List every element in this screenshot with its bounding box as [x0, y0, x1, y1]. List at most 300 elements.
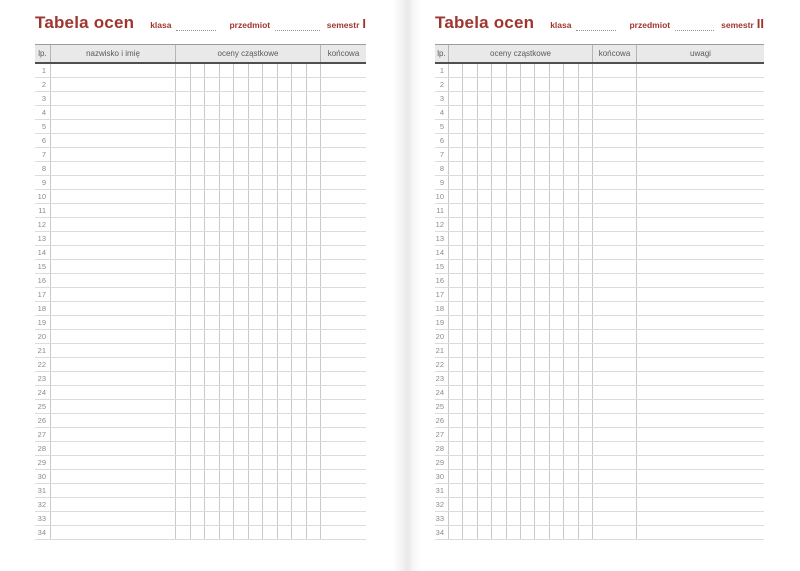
- grade-cell: [550, 176, 564, 189]
- grade-cell: [249, 456, 264, 469]
- grade-cell: [191, 316, 206, 329]
- grades-group: [449, 176, 593, 189]
- grade-cell: [263, 78, 278, 91]
- grade-cell: [492, 512, 506, 525]
- grades-group: [176, 456, 321, 469]
- grade-cell: [579, 246, 593, 259]
- name-cell: [51, 190, 176, 203]
- grade-cell: [292, 260, 307, 273]
- grade-cell: [449, 512, 463, 525]
- grade-cell: [564, 442, 578, 455]
- table-row: [435, 414, 764, 428]
- final-cell: [321, 456, 366, 469]
- row-number: 4: [435, 106, 449, 119]
- grades-group: [449, 400, 593, 413]
- grade-cell: [478, 288, 492, 301]
- grade-cell: [205, 344, 220, 357]
- grade-cell: [449, 190, 463, 203]
- row-number: 25: [435, 400, 449, 413]
- grade-cell: [278, 162, 293, 175]
- row-number: 9: [35, 176, 51, 189]
- grade-cell: [463, 470, 477, 483]
- grade-cell: [564, 162, 578, 175]
- grade-cell: [492, 204, 506, 217]
- grade-cell: [521, 512, 535, 525]
- grade-cell: [249, 484, 264, 497]
- grade-cell: [205, 176, 220, 189]
- grade-cell: [564, 512, 578, 525]
- grade-cell: [249, 274, 264, 287]
- final-cell: [593, 498, 637, 511]
- grades-group: [449, 316, 593, 329]
- grade-cell: [449, 232, 463, 245]
- grade-cell: [205, 148, 220, 161]
- grades-group: [176, 232, 321, 245]
- table-row: [35, 260, 366, 274]
- grade-cell: [205, 428, 220, 441]
- grades-group: [176, 246, 321, 259]
- row-number: 6: [35, 134, 51, 147]
- grade-cell: [191, 288, 206, 301]
- grade-cell: [292, 512, 307, 525]
- grade-cell: [307, 134, 322, 147]
- grade-cell: [449, 92, 463, 105]
- przedmiot-dotted-line: [275, 30, 320, 31]
- grade-cell: [205, 274, 220, 287]
- grade-cell: [176, 470, 191, 483]
- grade-cell: [535, 78, 549, 91]
- grade-cell: [191, 400, 206, 413]
- grade-cell: [220, 92, 235, 105]
- grade-cell: [535, 232, 549, 245]
- table-header-row: [435, 44, 764, 64]
- grade-cell: [234, 162, 249, 175]
- grade-cell: [220, 512, 235, 525]
- grade-cell: [521, 78, 535, 91]
- grade-cell: [579, 330, 593, 343]
- grade-cell: [278, 148, 293, 161]
- grade-cell: [550, 78, 564, 91]
- grade-cell: [278, 232, 293, 245]
- grades-group: [449, 372, 593, 385]
- grade-cell: [176, 274, 191, 287]
- table-row: [35, 344, 366, 358]
- grade-cell: [176, 414, 191, 427]
- grade-cell: [463, 204, 477, 217]
- table-row: [35, 302, 366, 316]
- grade-cell: [176, 204, 191, 217]
- name-cell: [51, 344, 176, 357]
- grade-cell: [492, 456, 506, 469]
- row-number: 32: [435, 498, 449, 511]
- table-row: [35, 274, 366, 288]
- grade-cell: [307, 512, 322, 525]
- grade-cell: [550, 512, 564, 525]
- grade-cell: [579, 456, 593, 469]
- grade-cell: [579, 428, 593, 441]
- grade-cell: [478, 358, 492, 371]
- grade-cell: [307, 372, 322, 385]
- grade-cell: [507, 190, 521, 203]
- grade-cell: [478, 120, 492, 133]
- grade-cell: [205, 92, 220, 105]
- grade-cell: [535, 316, 549, 329]
- grade-cell: [463, 316, 477, 329]
- grades-group: [449, 288, 593, 301]
- grades-group: [176, 358, 321, 371]
- grade-cell: [220, 372, 235, 385]
- grades-group: [449, 190, 593, 203]
- grade-cell: [263, 162, 278, 175]
- grade-cell: [535, 470, 549, 483]
- name-cell: [51, 400, 176, 413]
- uwagi-cell: [637, 162, 764, 175]
- grade-cell: [463, 358, 477, 371]
- grades-group: [176, 162, 321, 175]
- grade-cell: [205, 302, 220, 315]
- row-number: 18: [435, 302, 449, 315]
- table-row: [35, 288, 366, 302]
- grades-group: [176, 260, 321, 273]
- grade-cell: [249, 218, 264, 231]
- grade-cell: [492, 470, 506, 483]
- grade-cell: [478, 428, 492, 441]
- grade-cell: [205, 190, 220, 203]
- grade-cell: [191, 134, 206, 147]
- table-row: [35, 414, 366, 428]
- grade-cell: [176, 246, 191, 259]
- grade-cell: [234, 330, 249, 343]
- grade-cell: [176, 78, 191, 91]
- grade-cell: [307, 148, 322, 161]
- grade-cell: [234, 442, 249, 455]
- grade-cell: [478, 498, 492, 511]
- grade-cell: [579, 78, 593, 91]
- row-number: 30: [35, 470, 51, 483]
- grade-cell: [278, 470, 293, 483]
- table-body: [435, 64, 764, 540]
- grade-cell: [292, 442, 307, 455]
- grade-cell: [550, 428, 564, 441]
- row-number: 1: [435, 64, 449, 77]
- table-row: [35, 204, 366, 218]
- grade-cell: [220, 288, 235, 301]
- grade-cell: [507, 358, 521, 371]
- grade-cell: [478, 386, 492, 399]
- grade-cell: [492, 316, 506, 329]
- row-number: 25: [35, 400, 51, 413]
- grade-cell: [579, 288, 593, 301]
- grade-cell: [579, 470, 593, 483]
- grade-cell: [292, 372, 307, 385]
- grade-cell: [191, 498, 206, 511]
- grade-cell: [550, 190, 564, 203]
- uwagi-cell: [637, 344, 764, 357]
- grade-cell: [492, 176, 506, 189]
- table-row: [35, 512, 366, 526]
- grade-cell: [307, 358, 322, 371]
- column-header-final: końcowa: [327, 49, 360, 58]
- grade-cell: [492, 64, 506, 77]
- grade-cell: [220, 218, 235, 231]
- grade-cell: [449, 414, 463, 427]
- grade-cell: [535, 64, 549, 77]
- grade-cell: [234, 456, 249, 469]
- grade-cell: [278, 484, 293, 497]
- grade-cell: [449, 330, 463, 343]
- grade-cell: [292, 470, 307, 483]
- table-row: [435, 330, 764, 344]
- grade-cell: [564, 484, 578, 497]
- grade-cell: [492, 428, 506, 441]
- grade-cell: [507, 246, 521, 259]
- grade-cell: [292, 64, 307, 77]
- final-cell: [321, 316, 366, 329]
- grade-cell: [191, 526, 206, 539]
- grade-cell: [234, 498, 249, 511]
- name-cell: [51, 512, 176, 525]
- grade-cell: [463, 64, 477, 77]
- grade-cell: [564, 358, 578, 371]
- grade-cell: [278, 92, 293, 105]
- grade-cell: [307, 274, 322, 287]
- grade-cell: [449, 386, 463, 399]
- uwagi-cell: [637, 176, 764, 189]
- final-cell: [321, 442, 366, 455]
- final-cell: [593, 106, 637, 119]
- final-cell: [593, 512, 637, 525]
- grade-cell: [263, 64, 278, 77]
- final-cell: [321, 232, 366, 245]
- grade-cell: [191, 302, 206, 315]
- grade-cell: [449, 120, 463, 133]
- row-number: 10: [35, 190, 51, 203]
- table-row: [35, 232, 366, 246]
- grade-cell: [463, 344, 477, 357]
- grade-cell: [220, 330, 235, 343]
- semestr-label: semestr: [721, 20, 754, 30]
- grade-cell: [550, 218, 564, 231]
- grade-cell: [507, 386, 521, 399]
- grade-cell: [292, 358, 307, 371]
- grade-cell: [449, 484, 463, 497]
- grade-cell: [220, 414, 235, 427]
- grade-cell: [564, 414, 578, 427]
- grade-cell: [263, 92, 278, 105]
- grade-cell: [564, 92, 578, 105]
- grade-cell: [492, 246, 506, 259]
- grade-cell: [307, 106, 322, 119]
- grade-cell: [535, 512, 549, 525]
- grade-cell: [292, 316, 307, 329]
- uwagi-cell: [637, 512, 764, 525]
- grade-cell: [191, 64, 206, 77]
- grade-cell: [550, 400, 564, 413]
- row-number: 3: [35, 92, 51, 105]
- grade-cell: [463, 218, 477, 231]
- table-row: [435, 526, 764, 540]
- grade-cell: [234, 78, 249, 91]
- page-semester-1: [35, 13, 366, 540]
- grade-cell: [292, 428, 307, 441]
- row-number: 14: [435, 246, 449, 259]
- grade-cell: [521, 484, 535, 497]
- grade-cell: [263, 400, 278, 413]
- grade-cell: [278, 372, 293, 385]
- final-cell: [593, 218, 637, 231]
- grade-cell: [579, 512, 593, 525]
- grade-cell: [249, 358, 264, 371]
- grades-group: [449, 92, 593, 105]
- grade-cell: [191, 204, 206, 217]
- uwagi-cell: [637, 400, 764, 413]
- table-row: [435, 372, 764, 386]
- grade-cell: [191, 484, 206, 497]
- grade-cell: [492, 232, 506, 245]
- grade-cell: [249, 92, 264, 105]
- final-cell: [593, 400, 637, 413]
- table-row: [35, 386, 366, 400]
- grade-cell: [478, 442, 492, 455]
- final-cell: [593, 288, 637, 301]
- grade-cell: [263, 190, 278, 203]
- grade-cell: [507, 106, 521, 119]
- grade-cell: [176, 386, 191, 399]
- grade-cell: [478, 344, 492, 357]
- grade-cell: [307, 484, 322, 497]
- grade-cell: [579, 316, 593, 329]
- row-number: 18: [35, 302, 51, 315]
- grades-group: [449, 106, 593, 119]
- row-number: 13: [35, 232, 51, 245]
- grade-cell: [249, 428, 264, 441]
- grades-group: [176, 190, 321, 203]
- grade-cell: [521, 372, 535, 385]
- grade-cell: [507, 176, 521, 189]
- grade-cell: [205, 386, 220, 399]
- name-cell: [51, 218, 176, 231]
- grades-group: [176, 414, 321, 427]
- grade-cell: [176, 316, 191, 329]
- table-row: [435, 134, 764, 148]
- przedmiot-label: przedmiot: [629, 20, 671, 30]
- grade-cell: [535, 274, 549, 287]
- grade-cell: [564, 78, 578, 91]
- grade-cell: [234, 190, 249, 203]
- grade-cell: [307, 204, 322, 217]
- grade-cell: [463, 232, 477, 245]
- grade-cell: [176, 92, 191, 105]
- grade-cell: [249, 344, 264, 357]
- grade-cell: [463, 148, 477, 161]
- grade-cell: [220, 498, 235, 511]
- grade-cell: [191, 414, 206, 427]
- grade-cell: [307, 64, 322, 77]
- row-number: 15: [35, 260, 51, 273]
- grade-cell: [492, 386, 506, 399]
- grade-cell: [278, 274, 293, 287]
- grade-cell: [478, 484, 492, 497]
- uwagi-cell: [637, 456, 764, 469]
- table-row: [35, 106, 366, 120]
- grade-cell: [234, 176, 249, 189]
- name-cell: [51, 428, 176, 441]
- row-number: 27: [35, 428, 51, 441]
- grade-cell: [478, 106, 492, 119]
- final-cell: [321, 162, 366, 175]
- grade-cell: [278, 120, 293, 133]
- grades-group: [176, 134, 321, 147]
- grade-cell: [535, 400, 549, 413]
- table-row: [35, 120, 366, 134]
- grade-cell: [535, 134, 549, 147]
- grade-cell: [307, 526, 322, 539]
- grade-cell: [463, 92, 477, 105]
- grade-cell: [550, 372, 564, 385]
- uwagi-cell: [637, 78, 764, 91]
- grade-cell: [463, 386, 477, 399]
- grade-cell: [220, 456, 235, 469]
- grade-cell: [307, 414, 322, 427]
- grade-cell: [307, 428, 322, 441]
- final-cell: [321, 344, 366, 357]
- grade-cell: [449, 470, 463, 483]
- grade-cell: [263, 246, 278, 259]
- final-cell: [321, 78, 366, 91]
- grade-cell: [449, 162, 463, 175]
- uwagi-cell: [637, 260, 764, 273]
- name-cell: [51, 372, 176, 385]
- grade-cell: [263, 316, 278, 329]
- grade-cell: [292, 134, 307, 147]
- grade-cell: [292, 302, 307, 315]
- grade-cell: [463, 526, 477, 539]
- grade-cell: [449, 442, 463, 455]
- grade-cell: [550, 386, 564, 399]
- final-cell: [321, 302, 366, 315]
- table-row: [435, 358, 764, 372]
- final-cell: [321, 92, 366, 105]
- final-cell: [321, 64, 366, 77]
- grade-cell: [307, 330, 322, 343]
- grade-cell: [220, 246, 235, 259]
- final-cell: [593, 442, 637, 455]
- table-row: [35, 176, 366, 190]
- grade-cell: [579, 92, 593, 105]
- uwagi-cell: [637, 232, 764, 245]
- grade-cell: [292, 288, 307, 301]
- final-cell: [593, 428, 637, 441]
- grade-cell: [220, 64, 235, 77]
- grade-cell: [191, 442, 206, 455]
- table-row: [435, 232, 764, 246]
- grade-cell: [292, 232, 307, 245]
- grade-cell: [205, 260, 220, 273]
- row-number: 2: [35, 78, 51, 91]
- uwagi-cell: [637, 302, 764, 315]
- grade-cell: [535, 288, 549, 301]
- grade-cell: [521, 330, 535, 343]
- grade-cell: [263, 302, 278, 315]
- grade-cell: [263, 176, 278, 189]
- grade-cell: [234, 64, 249, 77]
- final-cell: [321, 246, 366, 259]
- grades-group: [176, 274, 321, 287]
- grade-cell: [263, 470, 278, 483]
- name-cell: [51, 260, 176, 273]
- table-row: [35, 316, 366, 330]
- grade-cell: [176, 218, 191, 231]
